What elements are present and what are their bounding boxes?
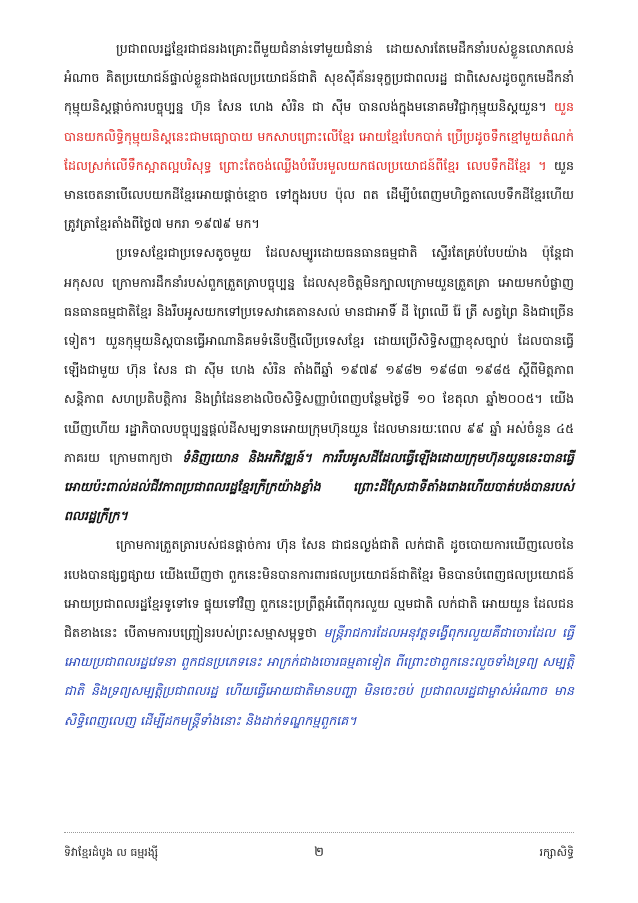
paragraph-1-red-text: យួនបានយកលិទ្ធិកុម្មុយនិស្តនេះជាមធ្យោបាយ មកសាបព្រោះលើខ្មែរ អោយខ្មែរបែកបាក់ ប្រើប្រដូចទឹកខ្មៅមួយតំណក់ដែលស្រក់លើទឹកស្អាតល្អបរិសុទ្ធ ព្រោះតែចង់ឈ្លើងបំរើបរមួលយកផលប្រយោជន៍ពីខ្មែរ លេបទឹកដីខ្មែរ ។ — [64, 99, 574, 173]
paragraph-3-quote-text: មន្ត្រីរាជការដែលអនុវត្តទង្វើពុករលួយគឺជាចោរដែល ធ្វើអោយប្រជាពលរដ្ឋវេទនា ពួកជនប្រភេទនេះ អាក្រក់ជាងចោរធម្មតាទៀត ពីព្រោះថាពួកនេះលួចទាំងទ្រព្យ សម្បត្តិជាតិ និងទ្រព្យសម្បត្តិប្រជាពលរដ្ឋ ហើយធ្វើអោយជាតិមានបញ្ហា មិនចេះចប់ ប្រជាពលរដ្ឋជាម្ចាស់អំណាច មានសិទ្ធិពេញលេញ ដើម្បីដកមន្ត្រីទាំងនោះ និងដាក់ទណ្ឌកម្មពួកគេ។ — [64, 625, 574, 728]
footer-left-text: ទិវាខ្មែរដំបូង ល ធម្មរង្ស៊ី — [64, 846, 159, 859]
page-footer — [64, 843, 574, 863]
paragraph-1 — [64, 34, 574, 238]
footer-divider — [64, 832, 574, 833]
paragraph-2-text: ប្រទេសខ្មែរជាប្រទេសតូចមួយ ដែលសម្បូរដោយធនធានធម្មជាតិ ស្ទើរតែគ្រប់បែបយ៉ាង ប៉ុន្តែជាអកុសល ក្រោមការដឹកនាំរបស់ពួកត្រួតត្រាបច្ចុប្បន្ន ដែលសុខចិត្តមិនក្បាលក្រោមយួនត្រួតត្រា អោយមកបំផ្លាញធនធានធម្មជាតិខ្មែរ និងរឹបអូសយកទៅប្រទេសវាគេតានសល់ មានជាអាទិ៍ ដី ព្រៃឈើ រ៉ែ ត្រី សត្វព្រៃ និងជាច្រើនទៀត។ យួនកុម្មុយនិស្តបានធ្វើអាណានិគមទំនើបថ្មីលើប្រទេសខ្មែរ ដោយប្រើសិទ្ធិសញ្ញាខុសច្បាប់ ដែលបានធ្វើឡើងជាមួយ ហ៊ុន សែន ជា ស៊ីម ហេង សំរិន តាំងពីឆ្នាំ ១៩៧៩ ១៩៨២ ១៩៨៣ ១៩៨៥ ស្តីពីមិត្តភាព សន្តិភាព សហប្រតិបត្តិការ និងព្រំដែនខាងលិចសិទ្ធិសញ្ញាបំពេញបន្ថែមថ្ងៃទី ១០ ខែតុលា ឆ្នាំ២០០៥។ យើងឃើញហើយ រដ្ឋាភិបាលបច្ចុប្បន្នផ្តល់ដីសម្បទានអោយក្រុមហ៊ុនយួន ដែលមានរយៈពេល ៩៩ ឆ្នាំ អស់ចំនួន ៤៥ ភាគរយ ក្រោមពាក្យថា — [64, 245, 574, 465]
paragraph-3-text: ក្រោមការត្រួតត្រារបស់ជនផ្តាច់ការ ហ៊ុន សែន ជាជនល្ងង់ជាតិ លក់ជាតិ ដូចបោយការឃើញលេចនៃរបេងបានផ្សព្វផ្សាយ យើងឃើញថា ពួកនេះមិនបានការពារផលប្រយោជន៍ជាតិខ្មែរ មិនបានបំពេញផលប្រយោជន៍អោយប្រជាពលរដ្ឋខ្មែរទូទៅទេ ផ្ទុយទៅវិញ ពួកនេះប្រព្រឹត្តអំពើពុករលួយ ល្មមជាតិ លក់ជាតិ អោយយួន ដែលជនជិតខាងនេះ បើតាមការបញ្ជ្រៀនរបស់ព្រះសម្មាសម្ពុទ្ធថា — [64, 537, 574, 641]
paragraph-2 — [64, 238, 574, 530]
page-number: ២ — [314, 845, 324, 860]
body-text — [64, 34, 574, 735]
footer-right-text: រក្សាសិទ្ធិ — [539, 846, 574, 859]
paragraph-1-text: ប្រជាពលរដ្ឋខ្មែរជាជនរងគ្រោះពីមួយជំនាន់ទៅមួយជំនាន់ ដោយសារតែមេដឹកនាំរបស់ខ្លួនលោភលន់អំណាច គិតប្រយោជន៍ផ្ទាល់ខ្លួនជាងផលប្រយោជន៍ជាតិ សុខស៊ីគ័នរទុក្ខប្រជាពលរដ្ឋ ជាពិសេសដូចពួកមេដឹកនាំកុម្មុយនិស្តផ្តាច់ការបច្ចុប្បន្ន ហ៊ុន សែន ហេង សំរិន ជា ស៊ីម បានលង់ក្នុងមនោគមវិជ្ជាកុម្មុយនិស្តយួន។ — [64, 41, 574, 115]
paragraph-2-emphasis-text: ទំនិញយោន និងអភិវឌ្ឍន៍។ ការរឹបអូសដីដែលធ្វើឡើងដោយក្រុមហ៊ុនយួននេះបានធ្វើអោយប៉ះពាល់ដល់ជីវភាពប្រជាពលរដ្ឋខ្មែរក្រីក្រយ៉ាងខ្លាំង ព្រោះដីស្រែជាទីតាំងរោងហើយបាត់បង់បានរបស់ពលរដ្ឋក្រីក្រ។ — [64, 449, 574, 524]
paragraph-3 — [64, 530, 574, 734]
paragraph-1-closing-text: យួនមានចេតនាបើលេបយកដីខ្មែរអោយផ្តាច់ខ្មោច ទៅក្នុងរបប ប៉ុល ពត ដើម្បីបំពេញមហិច្ឆតាលេបទឹកដីខ្មែរហើយត្រូវត្រាខ្មែរតាំងពីថ្ងៃ៧ មករា ១៩៧៩ មក។ — [64, 157, 574, 232]
